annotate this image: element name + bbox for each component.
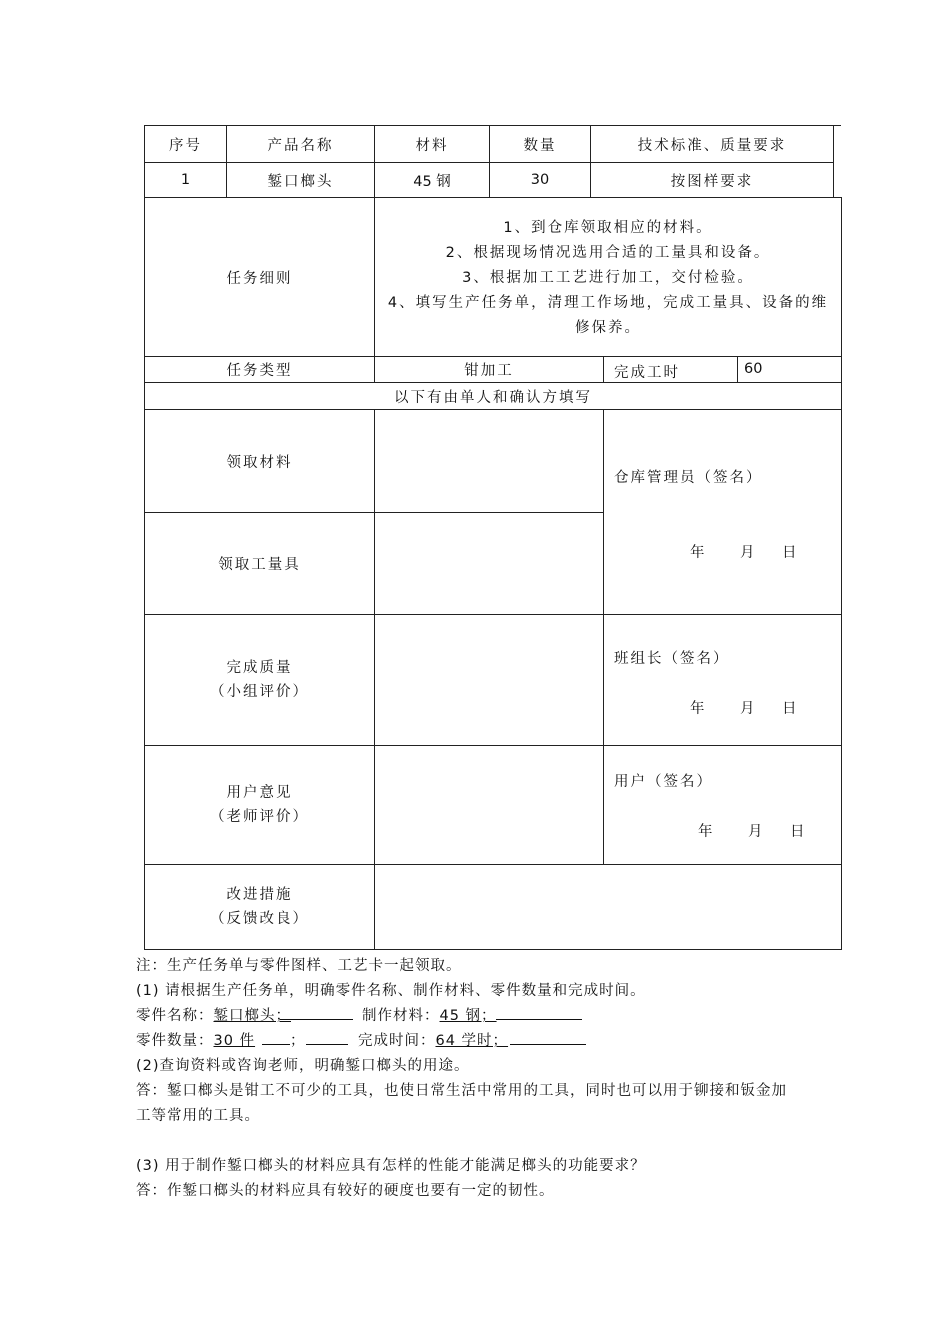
header-material <box>374 125 490 163</box>
task-details-label-cell <box>144 197 375 357</box>
finish-value: 64 学时； <box>435 1033 509 1049</box>
question-3: (3) 用于制作錾口榔头的材料应具有怎样的性能才能满足榔头的功能要求？ <box>136 1158 646 1174</box>
improve-input-cell[interactable] <box>374 864 842 950</box>
leader-date-year: 年 <box>690 701 705 717</box>
leader-date-day: 日 <box>782 701 797 717</box>
material-underline <box>496 1019 582 1020</box>
warehouse-sign-cell[interactable] <box>603 409 842 615</box>
question-2: (2)查询资料或咨询老师，明确錾口榔头的用途。 <box>136 1058 470 1074</box>
fill-note-cell <box>144 382 842 410</box>
row-seq <box>144 162 227 198</box>
task-detail-4: 4、填写生产任务单，清理工作场地，完成工量具、设备的维 <box>387 295 829 311</box>
note-line: 注：生产任务单与零件图样、工艺卡一起领取。 <box>136 958 462 974</box>
part-name-line <box>136 1004 291 1025</box>
part-name-underline <box>280 1019 353 1020</box>
task-detail-1: 1、到仓库领取相应的材料。 <box>503 220 713 236</box>
row-seq-text: 1 <box>180 172 191 188</box>
task-details-list <box>375 216 841 341</box>
row-standard <box>590 162 834 198</box>
row-material-text: 45 钢 <box>413 173 451 190</box>
receive-material-label-cell <box>144 409 375 513</box>
work-hours-label-cell <box>603 356 738 383</box>
row-product <box>226 162 375 198</box>
finish-line <box>358 1029 508 1050</box>
receive-tools-label: 领取工量具 <box>218 557 301 573</box>
header-standard-text: 技术标准、质量要求 <box>637 137 787 154</box>
improve-line1: 改进措施 <box>226 887 293 903</box>
user-date-day: 日 <box>790 824 805 840</box>
header-quantity <box>489 125 591 163</box>
answer-2-line1: 答：錾口榔头是钳工不可少的工具，也使日常生活中常用的工具，同时也可以用于铆接和钣金加 <box>136 1083 787 1099</box>
task-type-value-cell <box>374 356 604 383</box>
material-line <box>362 1004 497 1025</box>
material-label: 制作材料： <box>362 1008 440 1024</box>
quantity-underline-a <box>262 1044 290 1045</box>
task-detail-2: 2、根据现场情况选用合适的工量具和设备。 <box>445 245 771 261</box>
answer-2-line2: 工等常用的工具。 <box>136 1108 260 1124</box>
work-hours-label: 完成工时 <box>614 365 680 381</box>
user-date-month: 月 <box>748 824 763 840</box>
quality-label-line2: （小组评价） <box>210 684 309 700</box>
warehouse-sign-label: 仓库管理员（签名） <box>614 470 763 486</box>
task-detail-5: 修保养。 <box>575 320 641 336</box>
row-standard-text: 按图样要求 <box>670 173 754 190</box>
fill-note: 以下有由单人和确认方填写 <box>394 389 592 406</box>
part-name-label: 零件名称： <box>136 1008 214 1024</box>
work-hours-value-cell <box>737 356 842 383</box>
row-quantity-text: 30 <box>530 172 550 188</box>
quantity-underline-b <box>306 1044 348 1045</box>
improve-label-cell <box>144 864 375 950</box>
user-opinion-input-cell[interactable] <box>374 745 604 865</box>
user-sign-cell[interactable] <box>603 745 842 865</box>
warehouse-date-month: 月 <box>740 545 755 561</box>
row-material <box>374 162 490 198</box>
row-product-text: 錾口榔头 <box>267 173 334 190</box>
row-quantity <box>489 162 591 198</box>
work-hours-value: 60 <box>744 361 763 377</box>
user-opinion-line1: 用户意见 <box>226 785 293 801</box>
user-date-year: 年 <box>698 824 713 840</box>
quality-label-line1: 完成质量 <box>226 660 293 676</box>
answer-3: 答：作錾口榔头的材料应具有较好的硬度也要有一定的韧性。 <box>136 1183 555 1199</box>
header-seq <box>144 125 227 163</box>
quantity-label: 零件数量： <box>136 1033 214 1049</box>
leader-sign-label: 班组长（签名） <box>614 651 730 667</box>
leader-sign-cell[interactable] <box>603 614 842 746</box>
warehouse-date-day: 日 <box>782 545 797 561</box>
user-sign-label: 用户（签名） <box>614 774 713 790</box>
quality-label-cell <box>144 614 375 746</box>
user-opinion-label-cell <box>144 745 375 865</box>
receive-material-label: 领取材料 <box>226 454 293 471</box>
header-material-text: 材料 <box>415 137 449 154</box>
warehouse-date-year: 年 <box>690 545 705 561</box>
leader-date-month: 月 <box>740 701 755 717</box>
quantity-value: 30 件 <box>213 1033 256 1049</box>
header-product <box>226 125 375 163</box>
header-quantity-text: 数量 <box>523 137 557 154</box>
task-type-value: 钳加工 <box>464 363 514 379</box>
header-right-edge <box>833 125 841 126</box>
task-detail-3: 3、根据加工工艺进行加工，交付检验。 <box>462 270 754 286</box>
part-name-value: 錾口榔头； <box>213 1008 291 1024</box>
task-type-label: 任务类型 <box>226 363 293 379</box>
task-type-label-cell <box>144 356 375 383</box>
header-seq-text: 序号 <box>169 137 202 154</box>
task-details-cell <box>374 197 842 357</box>
receive-tools-input-cell[interactable] <box>374 512 604 615</box>
quantity-line <box>136 1029 255 1050</box>
user-opinion-line2: （老师评价） <box>210 809 309 825</box>
header-standard <box>590 125 834 163</box>
quantity-separator: ； <box>290 1033 305 1049</box>
quality-input-cell[interactable] <box>374 614 604 746</box>
task-details-label: 任务细则 <box>226 270 293 287</box>
receive-tools-label-cell <box>144 512 375 615</box>
header-product-text: 产品名称 <box>267 137 334 154</box>
finish-label: 完成时间： <box>358 1033 436 1049</box>
finish-underline <box>510 1044 586 1045</box>
improve-line2: （反馈改良） <box>210 911 309 927</box>
question-1: (1) 请根据生产任务单，明确零件名称、制作材料、零件数量和完成时间。 <box>136 983 646 999</box>
material-value: 45 钢； <box>439 1008 497 1024</box>
receive-material-input-cell[interactable] <box>374 409 604 513</box>
